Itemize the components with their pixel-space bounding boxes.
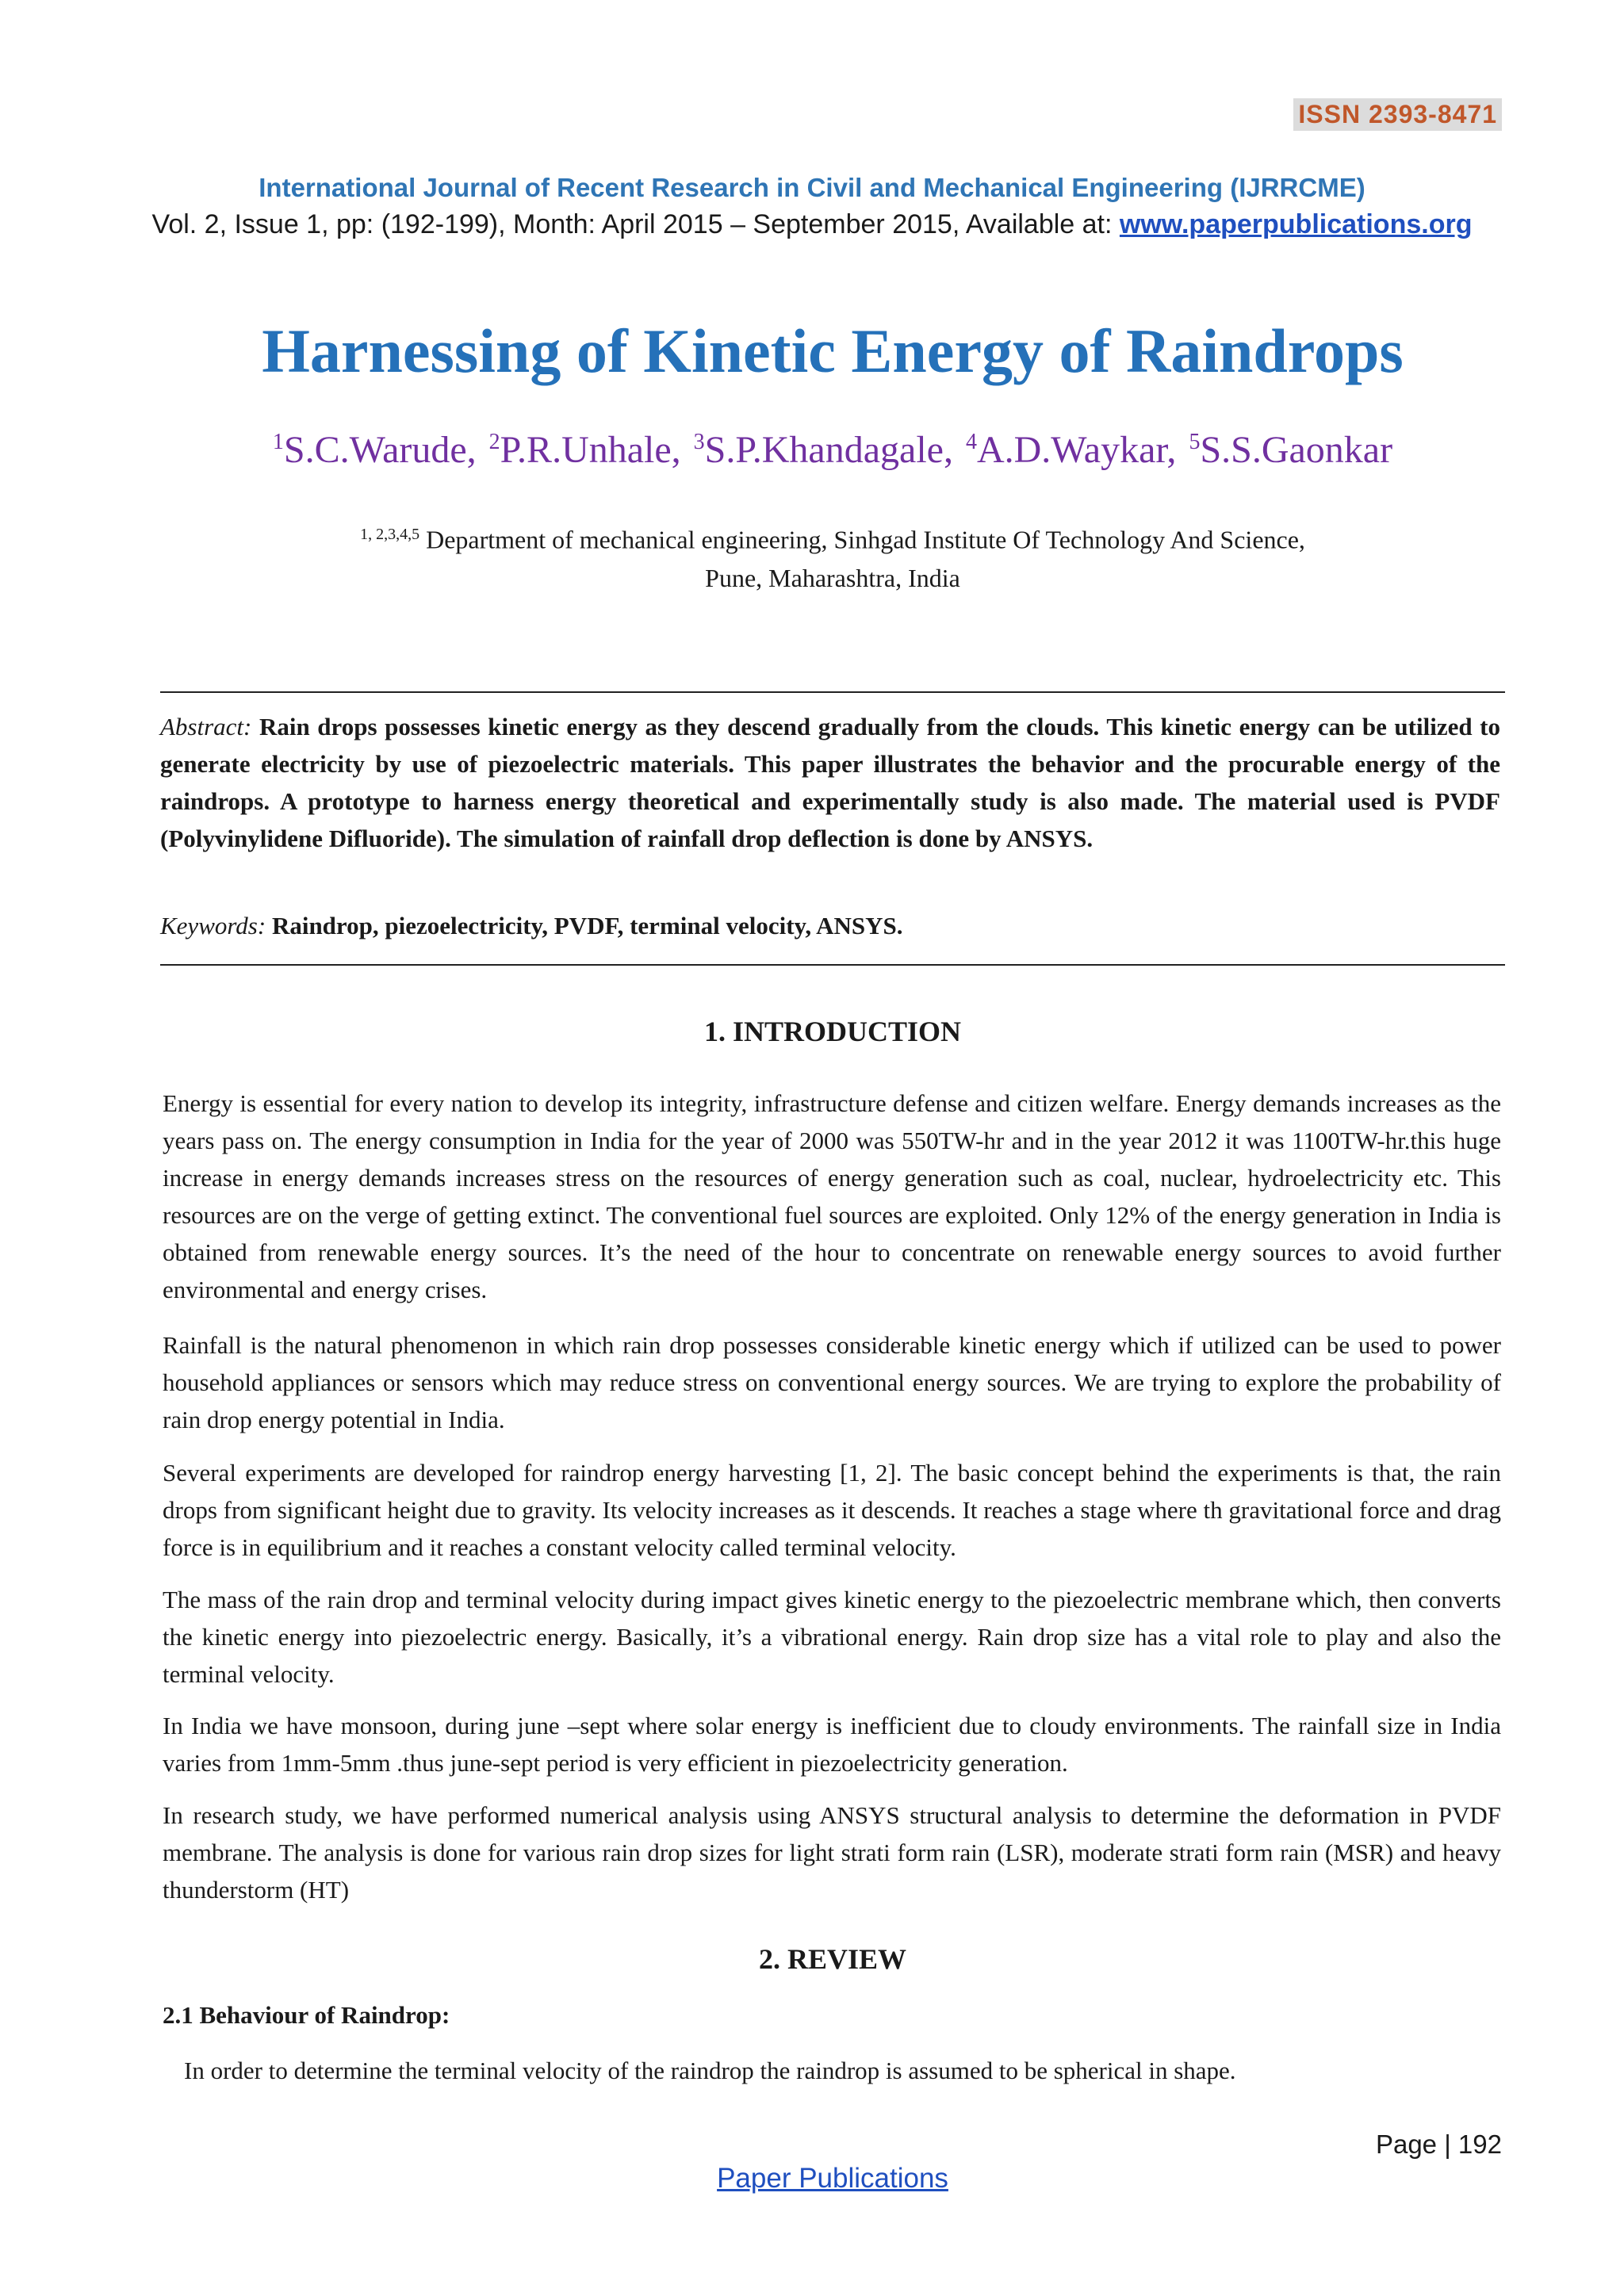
intro-paragraph-3: Several experiments are developed for raindrop energy harvesting [1, 2]. The basic concept behind the experiments is that, the rain drops from significant height due to gravity. Its velocity increases as it descends. It reaches a stage where th gravitational force and drag force is in equilibrium and it reaches a constant velocity called terminal velocity. (163, 1459, 1501, 1561)
intro-paragraph-5: In India we have monsoon, during june –sept where solar energy is inefficient due to cloudy environments. The rainfall size in India varies from 1mm-5mm .thus june-sept period is very efficient in piezoelectricity generation. (163, 1712, 1501, 1777)
publisher-link[interactable]: Paper Publications (717, 2163, 948, 2194)
subsection-heading-behaviour: 2.1 Behaviour of Raindrop: (163, 2001, 450, 2029)
journal-name: International Journal of Recent Research in Civil and Mechanical Engineering (IJRRCME) (259, 173, 1365, 202)
section-heading-review: 2. REVIEW (758, 1943, 907, 1975)
abstract (160, 708, 1500, 857)
journal-url-link[interactable]: www.paperpublications.org (1119, 209, 1473, 239)
keywords (160, 912, 1500, 940)
volume-info (0, 209, 1624, 240)
abstract-text: Rain drops possesses kinetic energy as they descend gradually from the clouds. This kinetic energy can be utilized to generate electricity by use of piezoelectric materials. This paper illustrates the behavior and the procurable energy of the raindrops. A prototype to harness energy theoretical and experimentally study is also made. The material used is PVDF (Polyvinylidene Difluoride). The simulation of rainfall drop deflection is done by ANSYS. (160, 713, 1500, 852)
author-5: $^5$S.S.Gaonkar (1189, 429, 1393, 471)
intro-paragraph-2: Rainfall is the natural phenomenon in which rain drop possesses considerable kinetic energy which if utilized can be used to power household appliances or sensors which may reduce stress on conventional energy sources. We are trying to explore the probability of rain drop energy potential in India. (163, 1331, 1501, 1433)
abstract-top-divider (160, 691, 1505, 693)
affiliation (0, 515, 1624, 597)
author-3: $^3$S.P.Khandagale, (693, 429, 953, 471)
paper-title: Harnessing of Kinetic Energy of Raindrops (262, 316, 1404, 385)
review-paragraph-1: In order to determine the terminal velocity of the raindrop the raindrop is assumed to be spherical in shape. (184, 2057, 1236, 2084)
intro-paragraph-6: In research study, we have performed numerical analysis using ANSYS structural analysis to determine the deformation in PVDF membrane. The analysis is done for various rain drop sizes for light strati form rain (LSR), moderate strati form rain (MSR) and heavy thunderstorm (HT) (163, 1801, 1501, 1904)
abstract-label: Abstract: (160, 713, 252, 740)
affiliation-line-2: Pune, Maharashtra, India (705, 563, 960, 592)
author-1: $^1$S.C.Warude, (272, 429, 477, 471)
issn-badge: ISSN 2393-8471 (1293, 98, 1502, 131)
intro-paragraph-4: The mass of the rain drop and terminal velocity during impact gives kinetic energy to the piezoelectric membrane which, then converts the kinetic energy into piezoelectric energy. Basically, it’s a vibrational energy. Rain drop size has a vital role to play and also the terminal velocity. (163, 1586, 1501, 1688)
volume-text: Vol. 2, Issue 1, pp: (192-199), Month: April 2015 – September 2015, Available at: (151, 209, 1120, 239)
keywords-label: Keywords: (160, 912, 266, 939)
intro-paragraph-1: Energy is essential for every nation to develop its integrity, infrastructure defense and citizen welfare. Energy demands increases as the years pass on. The energy consumption in India for the year of 2000 was 550TW-hr and in the year 2012 it was 1100TW-hr.this huge increase in energy demands increases stress on the resources of energy generation such as coal, nuclear, hydroelectricity etc. This resources are on the verge of getting extinct. The conventional fuel sources are exploited. Only 12% of the energy generation in India is obtained from renewable energy sources. It’s the need of the hour to concentrate on renewable energy sources to avoid further environmental and energy crises. (163, 1089, 1501, 1303)
page-number: Page | 192 (1375, 2130, 1502, 2159)
affiliation-line-1: $^{1, 2,3,4,5}$ Department of mechanical engineering, Sinhgad Institute Of Technology And Science, (360, 525, 1305, 554)
abstract-bottom-divider (160, 964, 1505, 966)
author-4: $^4$A.D.Waykar, (965, 429, 1177, 471)
author-list (0, 428, 1624, 472)
author-2: $^2$P.R.Unhale, (488, 429, 681, 471)
section-heading-introduction: 1. INTRODUCTION (703, 1016, 962, 1047)
keywords-text: Raindrop, piezoelectricity, PVDF, terminal velocity, ANSYS. (271, 912, 903, 939)
